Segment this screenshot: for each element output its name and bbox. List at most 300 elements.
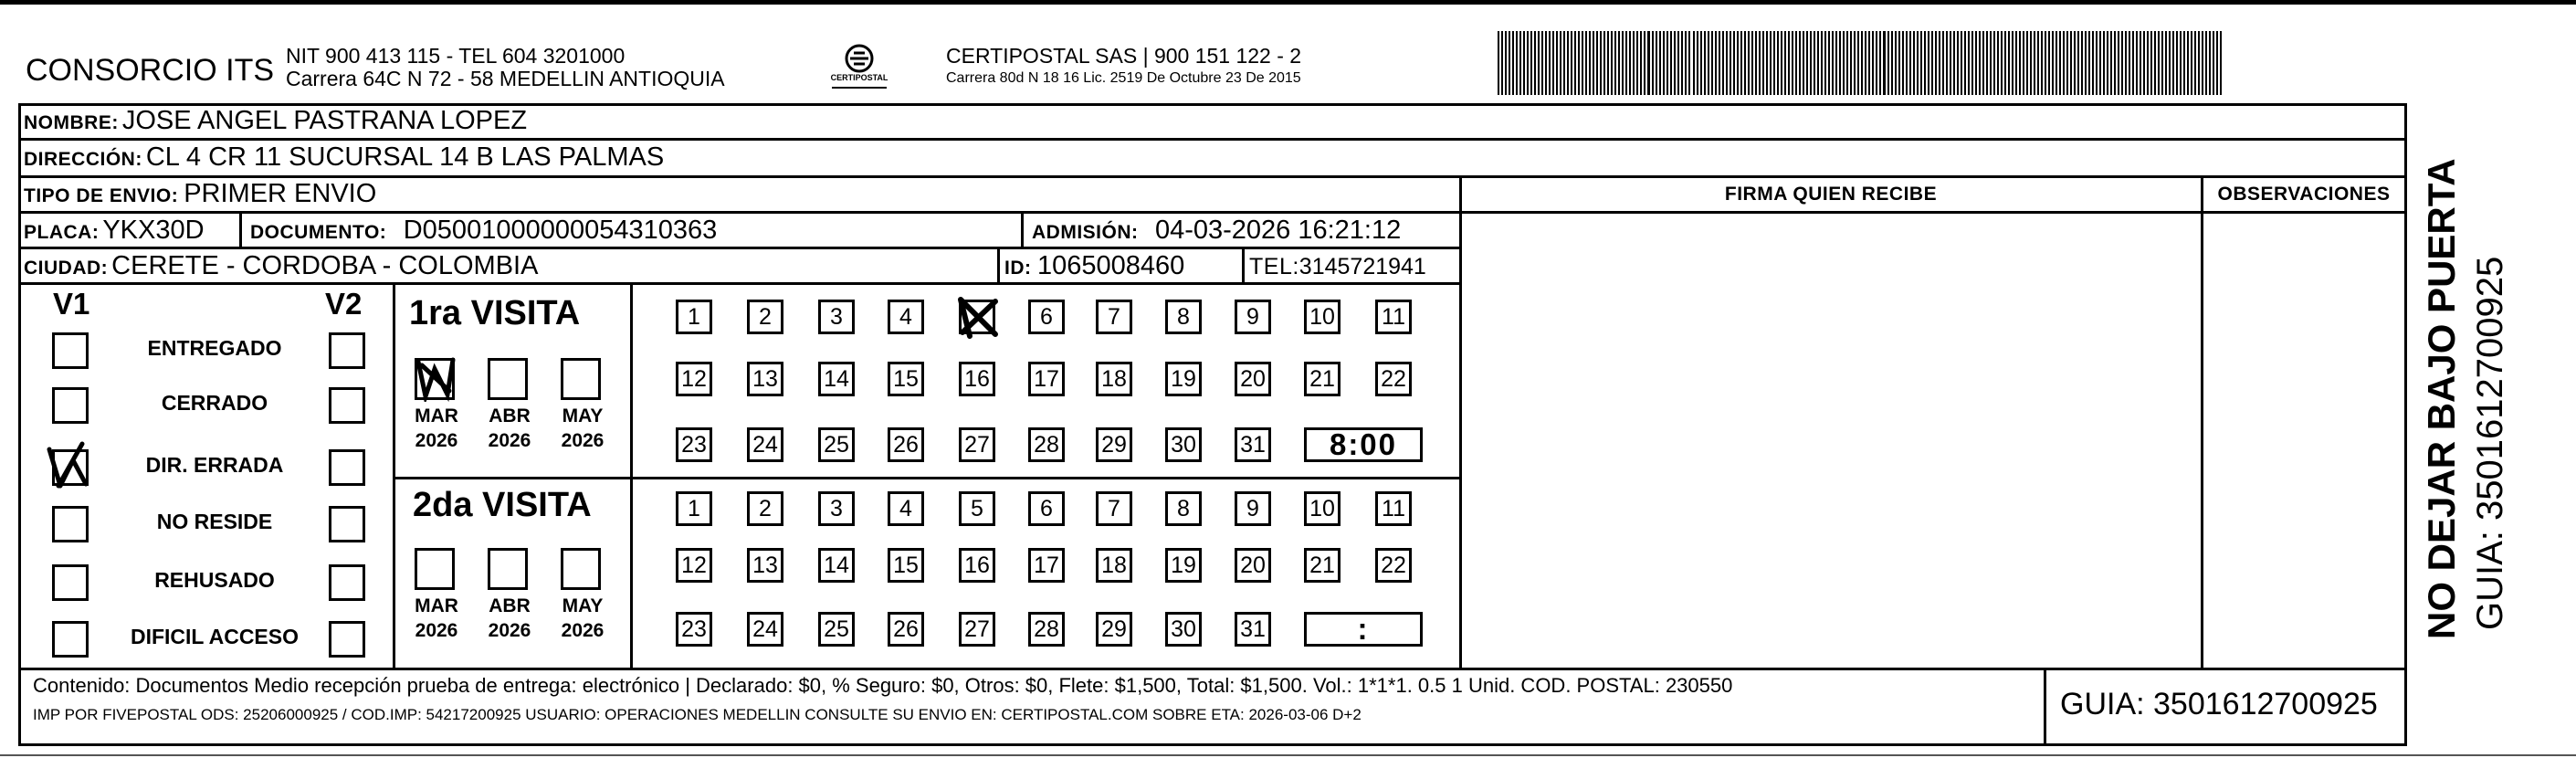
barcode-bar — [1636, 31, 1638, 95]
barcode-bar — [1556, 31, 1558, 95]
barcode-bar — [1964, 31, 1966, 95]
day-11-box[interactable]: 11 — [1375, 300, 1412, 334]
barcode-bar — [1891, 31, 1893, 95]
day-30-box[interactable]: 30 — [1165, 612, 1202, 647]
barcode-bar — [1942, 31, 1944, 95]
day-10-box[interactable]: 10 — [1304, 300, 1341, 334]
ciudad-row — [24, 251, 538, 281]
day-7-box[interactable]: 7 — [1096, 491, 1132, 526]
barcode-bar — [1957, 31, 1959, 95]
day-24-box[interactable]: 24 — [747, 612, 783, 647]
barcode-bar — [1773, 31, 1775, 95]
tipo-envio-row — [24, 179, 376, 209]
day-6-box[interactable]: 6 — [1028, 300, 1065, 334]
month-label — [409, 404, 464, 453]
barcode-bar — [1719, 31, 1720, 95]
barcode-bar — [1803, 31, 1804, 95]
day-28-box[interactable]: 28 — [1028, 612, 1065, 647]
barcode-bar — [1549, 31, 1551, 95]
barcode-bar — [1810, 31, 1812, 95]
barcode-bar — [1585, 31, 1587, 95]
month-year: 2026 — [488, 430, 531, 451]
barcode-bar — [1821, 31, 1823, 95]
barcode-bar — [1512, 31, 1514, 95]
v2-label: V2 — [325, 287, 363, 321]
footer-line1: Contenido: Documentos Medio recepción prueba de entrega: electrónico | Declarado: $0, % Seguro: $0, Otros: $0, Flete: $1,500, Total: $1,500. Vol.: 1*1*1. 0.5 1 Unid. COD. POSTAL: 230550 — [33, 674, 1733, 697]
barcode-bar — [1997, 31, 1999, 95]
barcode-bar — [2191, 31, 2192, 95]
day-11-box[interactable]: 11 — [1375, 491, 1412, 526]
company-name: CONSORCIO ITS — [26, 53, 275, 88]
row-line — [18, 175, 2407, 178]
barcode-bar — [2088, 31, 2090, 95]
barcode-bar — [1640, 31, 1642, 95]
logo-text: CERTIPOSTAL — [830, 73, 888, 82]
month-label — [482, 594, 537, 643]
col-line — [2044, 668, 2046, 746]
day-22-box[interactable]: 22 — [1375, 362, 1412, 396]
day-27-box[interactable]: 27 — [959, 427, 995, 462]
barcode-bar — [1766, 31, 1768, 95]
barcode-bar — [1697, 31, 1698, 95]
day-21-box[interactable]: 21 — [1304, 362, 1341, 396]
barcode-bar — [2019, 31, 2021, 95]
barcode-bar — [2063, 31, 2065, 95]
barcode-bar — [2096, 31, 2098, 95]
company-line2: Carrera 64C N 72 - 58 MEDELLIN ANTIOQUIA — [286, 67, 725, 90]
barcode-bar — [1596, 31, 1598, 95]
barcode-bar — [1523, 31, 1525, 95]
barcode-bar — [1700, 31, 1702, 95]
barcode-bar — [1509, 31, 1510, 95]
barcode-bar — [1552, 31, 1554, 95]
barcode-bar — [1968, 31, 1970, 95]
barcode-bar — [1839, 31, 1841, 95]
barcode-bar — [1611, 31, 1613, 95]
barcode-bar — [1685, 31, 1687, 95]
barcode-bar — [1618, 31, 1620, 95]
barcode-bar — [1681, 31, 1683, 95]
barcode-bar — [1726, 31, 1728, 95]
month-name: MAY — [562, 405, 604, 426]
status-option-label: ENTREGADO — [147, 336, 282, 360]
barcode-bar — [1777, 31, 1779, 95]
barcode-bar — [2187, 31, 2189, 95]
col-line — [1459, 175, 1462, 669]
barcode-bar — [2183, 31, 2185, 95]
barcode-bar — [1748, 31, 1750, 95]
barcode-bar — [1913, 31, 1915, 95]
barcode-bar — [1861, 31, 1863, 95]
barcode-bar — [1799, 31, 1801, 95]
barcode-bar — [1755, 31, 1757, 95]
col-line — [1242, 247, 1245, 283]
day-14-box[interactable]: 14 — [818, 362, 855, 396]
side-guia: GUIA: 3501612700925 — [2470, 256, 2510, 630]
documento-label: DOCUMENTO: — [250, 222, 387, 243]
barcode-bar — [2059, 31, 2061, 95]
barcode-bar — [2161, 31, 2163, 95]
time-box[interactable]: 8:00 — [1304, 427, 1423, 462]
status-option-label: DIR. ERRADA — [145, 453, 284, 477]
barcode-bar — [1868, 31, 1870, 95]
day-3-box[interactable]: 3 — [818, 300, 855, 334]
barcode-bar — [1990, 31, 1992, 95]
barcode-bar — [1652, 31, 1654, 95]
day-26-box[interactable]: 26 — [888, 612, 924, 647]
barcode-bar — [1622, 31, 1624, 95]
no-dejar-bajo-puerta: NO DEJAR BAJO PUERTA — [2420, 158, 2463, 639]
barcode-bar — [1567, 31, 1569, 95]
barcode-bar — [1538, 31, 1540, 95]
barcode-bar — [2074, 31, 2076, 95]
row-line — [18, 211, 2407, 214]
month-label — [482, 404, 537, 453]
barcode-bar — [1656, 31, 1657, 95]
month-checkbox[interactable] — [561, 548, 601, 590]
barcode-bar — [1843, 31, 1845, 95]
barcode-bar — [1939, 31, 1940, 95]
barcode-bar — [1986, 31, 1988, 95]
barcode-bar — [1711, 31, 1713, 95]
barcode-bar — [1708, 31, 1709, 95]
month-year: 2026 — [415, 620, 458, 641]
barcode-bar — [1593, 31, 1594, 95]
barcode-bar — [2034, 31, 2035, 95]
day-16-box[interactable]: 16 — [959, 548, 995, 583]
day-6-box[interactable]: 6 — [1028, 491, 1065, 526]
day-26-box[interactable]: 26 — [888, 427, 924, 462]
top-rule — [0, 0, 2576, 5]
barcode-bar — [1832, 31, 1834, 95]
day-7-box[interactable]: 7 — [1096, 300, 1132, 334]
direccion-row — [24, 142, 664, 173]
barcode-bar — [1920, 31, 1922, 95]
barcode-bar — [1971, 31, 1973, 95]
ciudad-value: CERETE - CORDOBA - COLOMBIA — [111, 251, 539, 280]
barcode-bar — [2077, 31, 2079, 95]
day-25-box[interactable]: 25 — [818, 427, 855, 462]
barcode-bar — [1917, 31, 1919, 95]
day-30-box[interactable]: 30 — [1165, 427, 1202, 462]
barcode-bar — [1817, 31, 1819, 95]
barcode-bar — [1498, 31, 1499, 95]
v2-checkbox[interactable] — [329, 332, 365, 369]
day-29-box[interactable]: 29 — [1096, 427, 1132, 462]
barcode-bar — [1603, 31, 1605, 95]
day-15-box[interactable]: 15 — [888, 548, 924, 583]
day-19-box[interactable]: 19 — [1165, 362, 1202, 396]
month-label — [555, 404, 610, 453]
day-17-box[interactable]: 17 — [1028, 548, 1065, 583]
day-13-box[interactable]: 13 — [747, 548, 783, 583]
day-1-box[interactable]: 1 — [676, 300, 712, 334]
day-15-box[interactable]: 15 — [888, 362, 924, 396]
month-name: ABR — [489, 595, 531, 616]
barcode-bar — [1629, 31, 1631, 95]
barcode-bar — [1950, 31, 1951, 95]
barcode-bar — [1737, 31, 1739, 95]
day-18-box[interactable]: 18 — [1096, 548, 1132, 583]
day-2-box[interactable]: 2 — [747, 300, 783, 334]
barcode-bar — [2205, 31, 2207, 95]
status-option-label: CERRADO — [161, 391, 268, 415]
admision-label: ADMISIÓN: — [1032, 222, 1139, 243]
admision-cell — [1032, 216, 1401, 246]
day-8-box[interactable]: 8 — [1165, 491, 1202, 526]
barcode-bar — [1792, 31, 1793, 95]
v1-checkbox[interactable] — [52, 332, 89, 369]
row-line — [18, 282, 1461, 285]
month-checkbox[interactable] — [561, 358, 601, 400]
month-year: 2026 — [488, 620, 531, 641]
barcode-bar — [2041, 31, 2043, 95]
barcode-bar — [1574, 31, 1576, 95]
tel-label: TEL: — [1249, 254, 1299, 279]
carrier-line1: CERTIPOSTAL SAS | 900 151 122 - 2 — [946, 44, 1302, 68]
month-name: MAY — [562, 595, 604, 616]
barcode-bar — [1993, 31, 1995, 95]
v1-label: V1 — [53, 287, 90, 321]
v1-checkbox[interactable] — [52, 506, 89, 542]
barcode-bar — [2085, 31, 2087, 95]
day-24-box[interactable]: 24 — [747, 427, 783, 462]
placa-value: YKX30D — [102, 216, 205, 245]
month-label — [555, 594, 610, 643]
placa-label: PLACA: — [24, 222, 100, 243]
barcode-bar — [1733, 31, 1735, 95]
barcode-bar — [2125, 31, 2127, 95]
v1-checkbox[interactable] — [52, 564, 89, 601]
barcode-bar — [1824, 31, 1826, 95]
status-option-label: NO RESIDE — [156, 510, 273, 533]
day-4-box[interactable]: 4 — [888, 300, 924, 334]
v2-checkbox[interactable] — [329, 449, 365, 486]
nombre-row — [24, 106, 527, 136]
day-17-box[interactable]: 17 — [1028, 362, 1065, 396]
time-box[interactable]: : — [1304, 612, 1423, 647]
barcode-bar — [1659, 31, 1661, 95]
barcode-bar — [2045, 31, 2046, 95]
barcode-bar — [2202, 31, 2203, 95]
day-8-box[interactable]: 8 — [1165, 300, 1202, 334]
barcode-bar — [2037, 31, 2039, 95]
day-10-box[interactable]: 10 — [1304, 491, 1341, 526]
day-5-box[interactable]: 5 — [959, 491, 995, 526]
barcode-bar — [1614, 31, 1616, 95]
barcode-bar — [1688, 31, 1690, 95]
barcode-bar — [2023, 31, 2024, 95]
tel-cell — [1249, 254, 1426, 280]
barcode-bar — [1730, 31, 1731, 95]
day-21-box[interactable]: 21 — [1304, 548, 1341, 583]
day-31-box[interactable]: 31 — [1235, 427, 1271, 462]
barcode-bar — [1722, 31, 1724, 95]
admision-value: 04-03-2026 16:21:12 — [1154, 216, 1402, 245]
ciudad-label: CIUDAD: — [24, 258, 109, 279]
day-13-box[interactable]: 13 — [747, 362, 783, 396]
day-22-box[interactable]: 22 — [1375, 548, 1412, 583]
barcode-bar — [2048, 31, 2050, 95]
barcode-bar — [2118, 31, 2119, 95]
v1-checkbox[interactable] — [52, 621, 89, 658]
barcode-bar — [2004, 31, 2006, 95]
observaciones-label: OBSERVACIONES — [2217, 184, 2391, 205]
barcode-bar — [1563, 31, 1565, 95]
v2-checkbox[interactable] — [329, 564, 365, 601]
day-25-box[interactable]: 25 — [818, 612, 855, 647]
col-line — [393, 282, 395, 669]
barcode-bar — [1909, 31, 1911, 95]
day-20-box[interactable]: 20 — [1235, 362, 1271, 396]
v2-checkbox[interactable] — [329, 387, 365, 424]
barcode-bar — [1578, 31, 1580, 95]
placa-row — [24, 216, 205, 246]
barcode-bar — [1582, 31, 1583, 95]
carrier-line2: Carrera 80d N 18 16 Lic. 2519 De Octubre 23 De 2015 — [946, 70, 1301, 86]
barcode-bar — [1946, 31, 1948, 95]
barcode-bar — [2110, 31, 2112, 95]
v2-checkbox[interactable] — [329, 621, 365, 658]
day-23-box[interactable]: 23 — [676, 427, 712, 462]
barcode-bar — [1895, 31, 1897, 95]
barcode-bar — [1788, 31, 1790, 95]
v1-checkbox[interactable] — [52, 449, 89, 486]
day-12-box[interactable]: 12 — [676, 362, 712, 396]
barcode-bar — [2209, 31, 2211, 95]
barcode-bar — [1527, 31, 1529, 95]
barcode-bar — [1715, 31, 1717, 95]
month-checkbox[interactable] — [488, 548, 528, 590]
day-28-box[interactable]: 28 — [1028, 427, 1065, 462]
col-line — [630, 282, 633, 669]
barcode-bar — [2150, 31, 2152, 95]
day-20-box[interactable]: 20 — [1235, 548, 1271, 583]
barcode-bar — [1814, 31, 1815, 95]
barcode-bar — [1751, 31, 1753, 95]
month-label — [409, 594, 464, 643]
day-29-box[interactable]: 29 — [1096, 612, 1132, 647]
barcode-bar — [1759, 31, 1761, 95]
v1-checkbox[interactable] — [52, 387, 89, 424]
day-18-box[interactable]: 18 — [1096, 362, 1132, 396]
barcode-bar — [2140, 31, 2141, 95]
barcode-bar — [2070, 31, 2072, 95]
barcode-bar — [1644, 31, 1645, 95]
barcode-bar — [1935, 31, 1937, 95]
day-27-box[interactable]: 27 — [959, 612, 995, 647]
barcode-bar — [2081, 31, 2083, 95]
barcode-bar — [2008, 31, 2010, 95]
tipo-envio-label: TIPO DE ENVIO: — [24, 185, 179, 206]
status-option-label: REHUSADO — [154, 568, 275, 592]
barcode-bar — [2099, 31, 2101, 95]
day-2-box[interactable]: 2 — [747, 491, 783, 526]
barcode-bar — [1828, 31, 1830, 95]
barcode-bar — [1541, 31, 1543, 95]
barcode-bar — [2213, 31, 2214, 95]
barcode-bar — [2198, 31, 2200, 95]
month-checkbox[interactable] — [415, 548, 455, 590]
barcode-bar — [1857, 31, 1859, 95]
certipostal-logo — [826, 42, 892, 93]
barcode-bar — [1795, 31, 1797, 95]
barcode-bar — [2121, 31, 2123, 95]
barcode-bar — [1906, 31, 1908, 95]
month-year: 2026 — [415, 430, 458, 451]
id-cell — [1004, 251, 1184, 281]
barcode-bar — [2176, 31, 2178, 95]
barcode-bar — [1633, 31, 1635, 95]
day-4-box[interactable]: 4 — [888, 491, 924, 526]
barcode-bar — [1647, 31, 1650, 95]
barcode-bar — [2052, 31, 2054, 95]
documento-cell — [250, 216, 717, 246]
barcode-bar — [1770, 31, 1772, 95]
day-3-box[interactable]: 3 — [818, 491, 855, 526]
day-19-box[interactable]: 19 — [1165, 548, 1202, 583]
day-5-box[interactable] — [959, 300, 995, 334]
barcode-bar — [2001, 31, 2003, 95]
barcode-bar — [1677, 31, 1679, 95]
barcode-bar — [1693, 31, 1695, 95]
barcode-bar — [1975, 31, 1977, 95]
col-line — [997, 247, 1000, 283]
bottom-rule — [0, 754, 2576, 756]
nombre-value: JOSE ANGEL PASTRANA LOPEZ — [121, 106, 528, 135]
v2-checkbox[interactable] — [329, 506, 365, 542]
row-line — [393, 477, 1461, 479]
day-16-box[interactable]: 16 — [959, 362, 995, 396]
barcode-bar — [1846, 31, 1848, 95]
firma-label: FIRMA QUIEN RECIBE — [1724, 184, 1938, 205]
documento-value: D050010000000543103​63 — [403, 216, 718, 245]
barcode-bar — [2220, 31, 2222, 95]
barcode-bar — [2132, 31, 2134, 95]
barcode-bar — [1784, 31, 1786, 95]
footer-line2: IMP POR FIVEPOSTAL ODS: 25206000925 / COD.IMP: 54217200925 USUARIO: OPERACIONES MEDELLIN CONSULTE SU ENVIO EN: CERTIPOSTAL.COM SOBRE ETA: 2026-03-06 D+2 — [33, 706, 1362, 723]
barcode-bar — [2165, 31, 2167, 95]
day-9-box[interactable]: 9 — [1235, 491, 1271, 526]
col-line — [239, 211, 242, 247]
barcode-bar — [2056, 31, 2057, 95]
month-checkbox[interactable] — [415, 358, 455, 400]
barcode-bar — [1534, 31, 1536, 95]
id-value: 1065008460 — [1036, 251, 1185, 280]
day-23-box[interactable]: 23 — [676, 612, 712, 647]
barcode-bar — [2092, 31, 2094, 95]
barcode-bar — [1931, 31, 1933, 95]
barcode-bar — [1674, 31, 1676, 95]
barcode-bar — [1854, 31, 1856, 95]
direccion-value: CL 4 CR 11 SUCURSAL 14 B LAS PALMAS — [145, 142, 665, 172]
day-1-box[interactable]: 1 — [676, 491, 712, 526]
barcode-bar — [1835, 31, 1837, 95]
barcode — [1496, 31, 2226, 95]
day-12-box[interactable]: 12 — [676, 548, 712, 583]
barcode-bar — [1530, 31, 1532, 95]
barcode-bar — [1781, 31, 1782, 95]
barcode-bar — [2026, 31, 2028, 95]
day-31-box[interactable]: 31 — [1235, 612, 1271, 647]
month-checkbox[interactable] — [488, 358, 528, 400]
footer-guia: GUIA: 3501612700925 — [2060, 687, 2378, 721]
day-9-box[interactable]: 9 — [1235, 300, 1271, 334]
barcode-bar — [1924, 31, 1926, 95]
barcode-bar — [1982, 31, 1984, 95]
day-14-box[interactable]: 14 — [818, 548, 855, 583]
barcode-bar — [1744, 31, 1746, 95]
